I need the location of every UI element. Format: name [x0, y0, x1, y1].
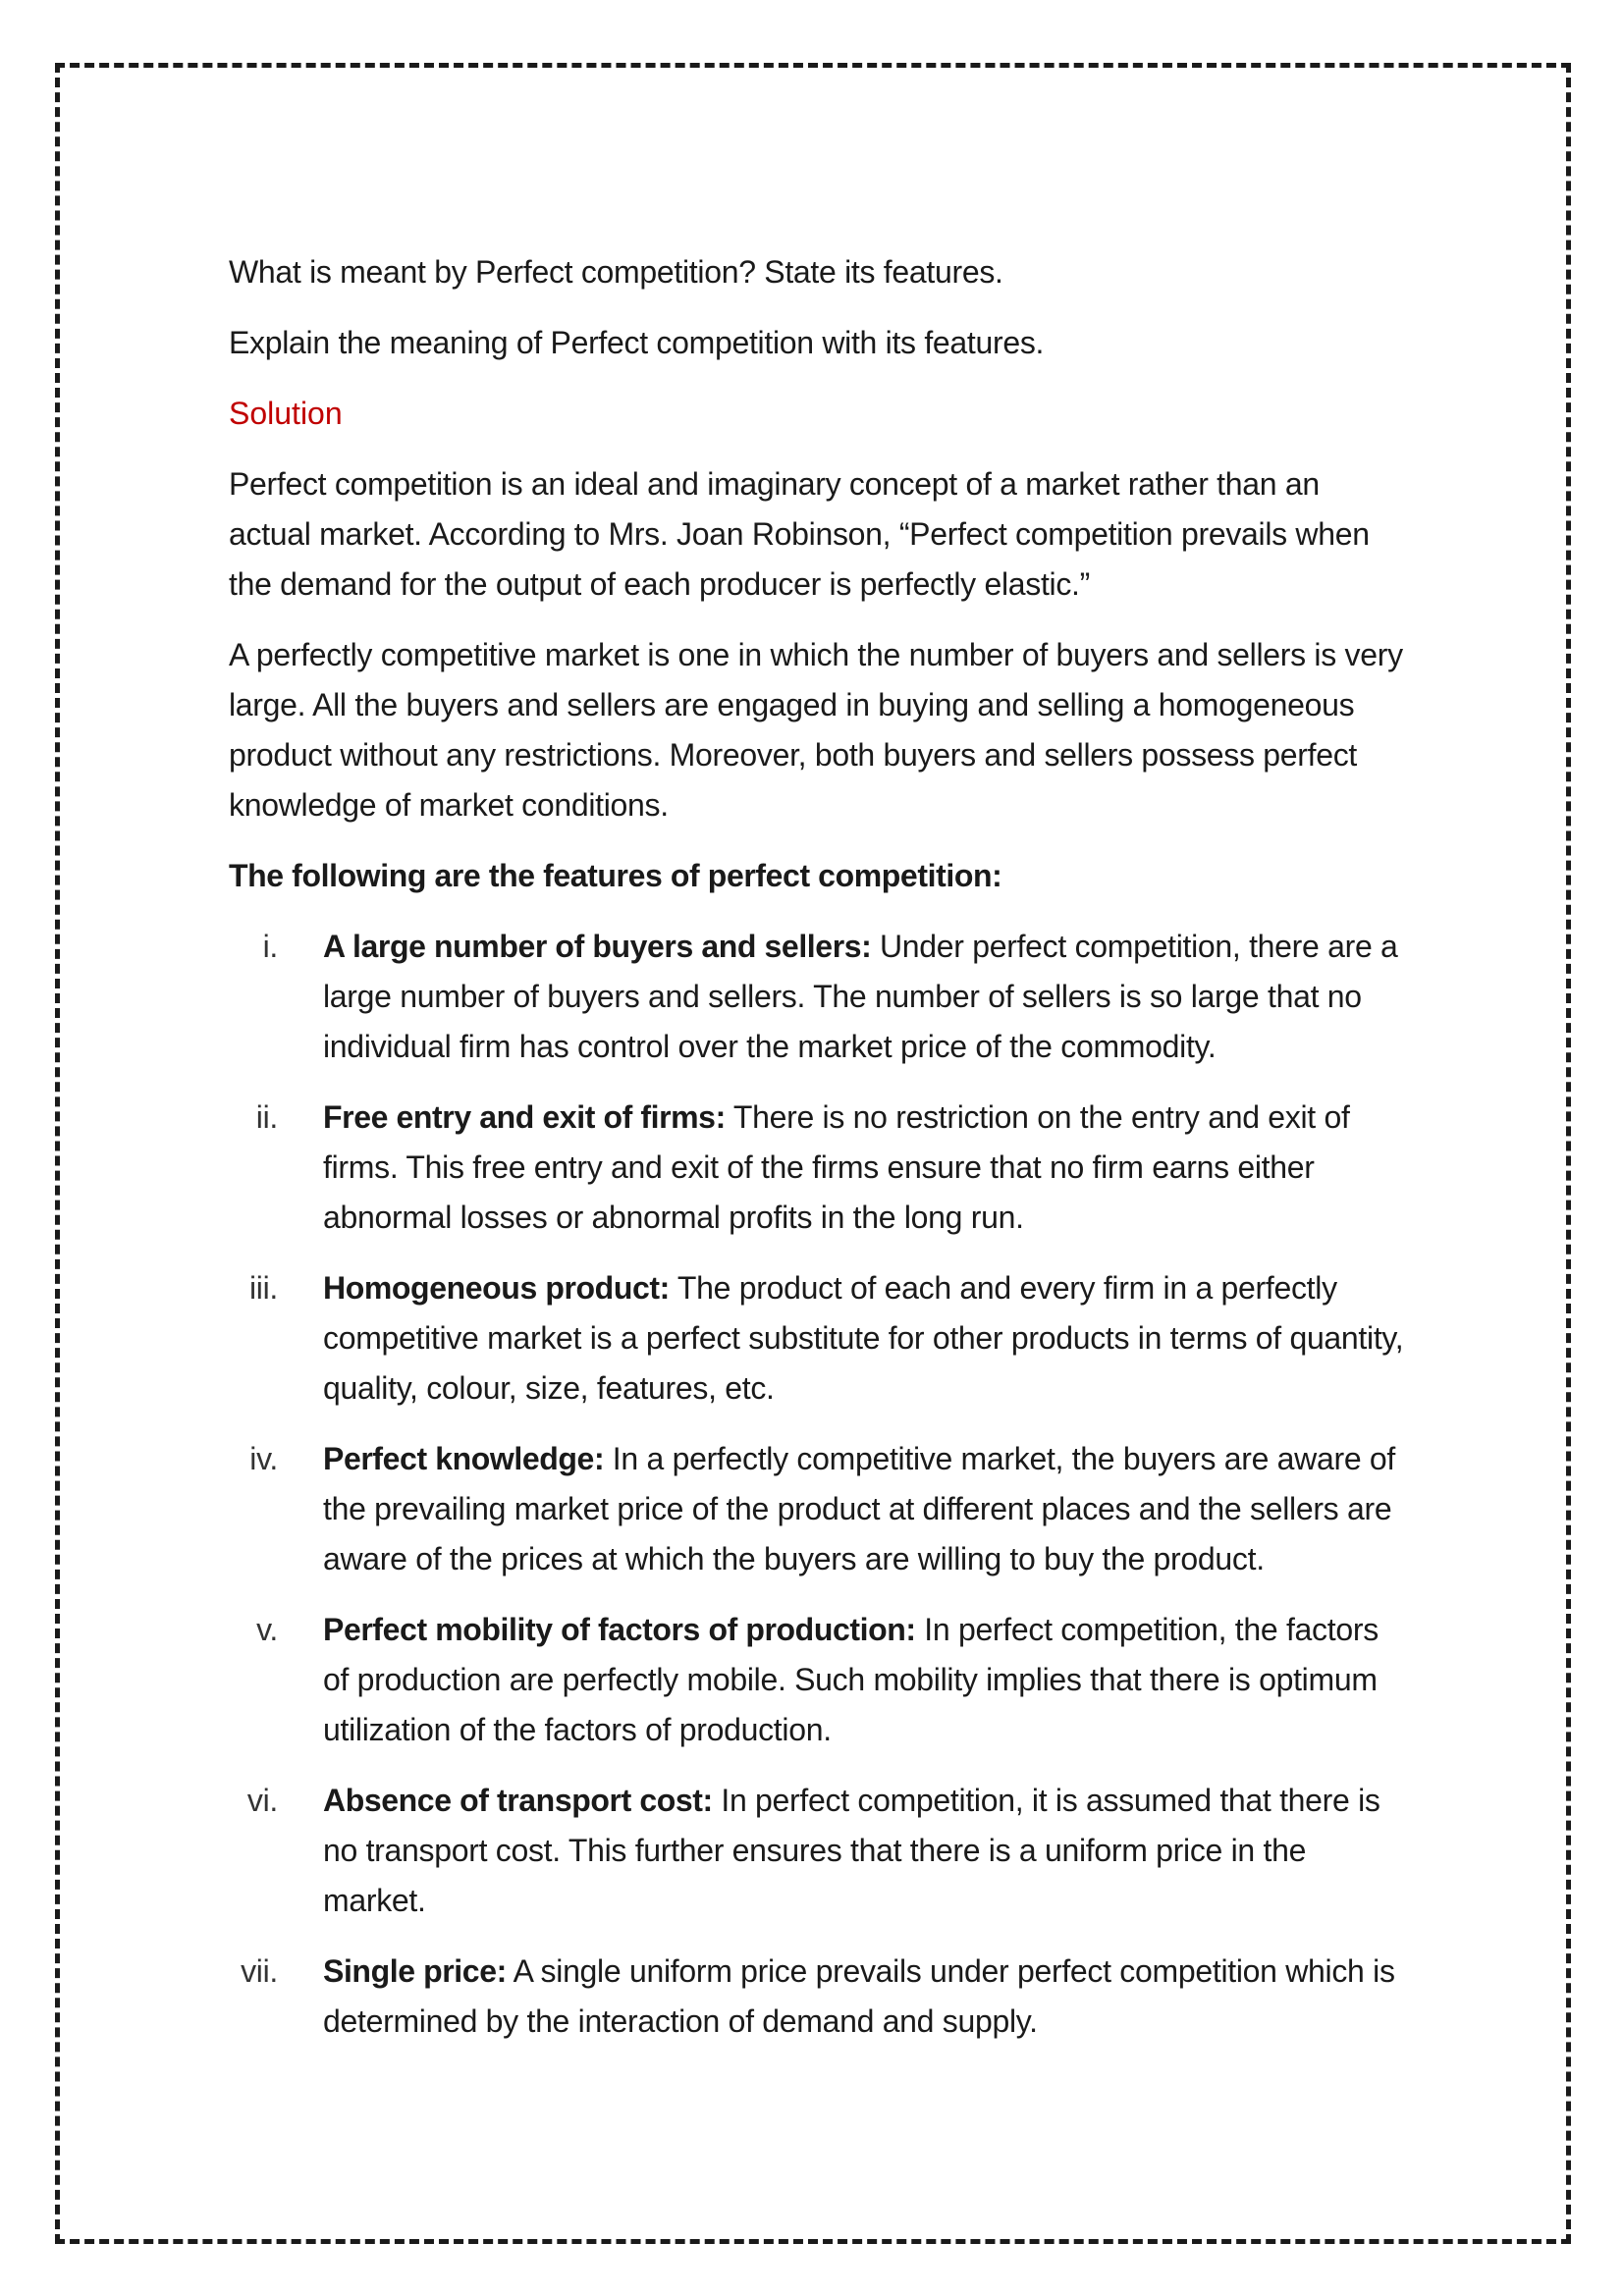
feature-term: Perfect knowledge:	[323, 1441, 605, 1476]
solution-heading: Solution	[229, 396, 343, 431]
feature-text: Under perfect competition, there are a large number of buyers and sellers. The number of sellers is so large that no individual firm has control over the market price of the commodity.	[323, 929, 1398, 1064]
list-item	[229, 1434, 1407, 1584]
feature-text: In perfect competition, it is assumed that there is no transport cost. This further ensures that there is a uniform price in the market.	[323, 1783, 1380, 1918]
list-item-number: iv.	[249, 1441, 278, 1476]
list-item	[229, 1263, 1407, 1414]
list-item-number: ii.	[255, 1099, 278, 1135]
list-item-number: v.	[256, 1612, 278, 1647]
feature-term: Homogeneous product:	[323, 1270, 670, 1306]
feature-term: Single price:	[323, 1953, 507, 1989]
list-item	[229, 1947, 1407, 2047]
list-item	[229, 922, 1407, 1072]
features-intro: The following are the features of perfect competition:	[229, 858, 1002, 893]
question-2: Explain the meaning of Perfect competition with its features.	[229, 325, 1045, 360]
paragraph-market-description: A perfectly competitive market is one in which the number of buyers and sellers is very large. All the buyers and sellers are engaged in buying and selling a homogeneous product without any restrictions. Moreover, both buyers and sellers possess perfect knowledge of market conditions.	[229, 637, 1403, 823]
feature-text: A single uniform price prevails under perfect competition which is determined by the interaction of demand and supply.	[323, 1953, 1395, 2039]
list-item	[229, 1093, 1407, 1243]
feature-term: Free entry and exit of firms:	[323, 1099, 726, 1135]
feature-term: A large number of buyers and sellers:	[323, 929, 872, 964]
feature-list	[229, 922, 1407, 2047]
feature-term: Perfect mobility of factors of production:	[323, 1612, 916, 1647]
list-item-number: iii.	[248, 1270, 278, 1306]
paragraph-definition: Perfect competition is an ideal and imaginary concept of a market rather than an actual market. According to Mrs. Joan Robinson, “Perfect competition prevails when the demand for the output of each producer is perfectly elastic.”	[229, 466, 1370, 602]
question-1: What is meant by Perfect competition? State its features.	[229, 254, 1003, 290]
list-item-number: vi.	[246, 1783, 278, 1818]
document-content	[229, 247, 1407, 2067]
feature-text: The product of each and every firm in a perfectly competitive market is a perfect substitute for other products in terms of quantity, quality, colour, size, features, etc.	[323, 1270, 1404, 1406]
feature-text: In perfect competition, the factors of production are perfectly mobile. Such mobility implies that there is optimum utilization of the factors of production.	[323, 1612, 1379, 1747]
list-item	[229, 1776, 1407, 1926]
feature-text: There is no restriction on the entry and exit of firms. This free entry and exit of the firms ensure that no firm earns either abnormal losses or abnormal profits in the long run.	[323, 1099, 1350, 1235]
list-item-number: i.	[262, 929, 278, 964]
list-item-number: vii.	[241, 1953, 278, 1989]
list-item	[229, 1605, 1407, 1755]
feature-text: In a perfectly competitive market, the buyers are aware of the prevailing market price of the product at different places and the sellers are aware of the prices at which the buyers are willing to buy the product.	[323, 1441, 1396, 1576]
feature-term: Absence of transport cost:	[323, 1783, 713, 1818]
